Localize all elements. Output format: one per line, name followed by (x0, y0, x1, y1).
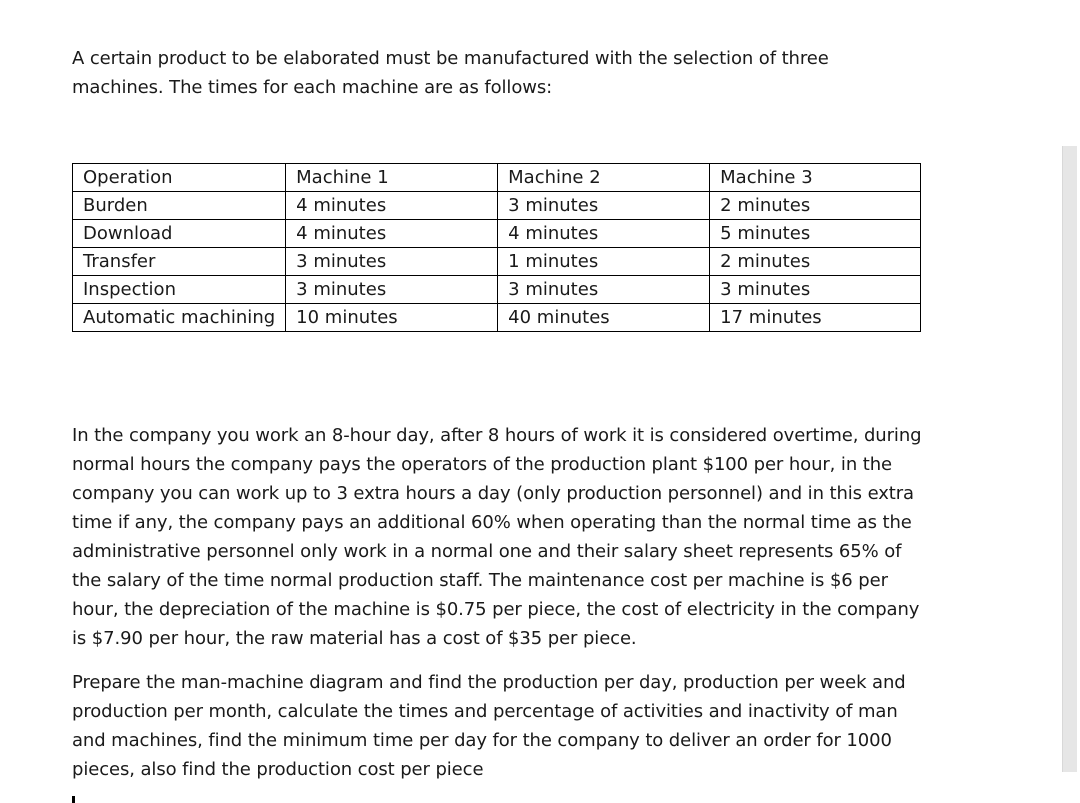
table-cell: 3 minutes (498, 276, 710, 304)
table-row (73, 192, 921, 220)
table-cell: 3 minutes (710, 276, 921, 304)
table-cell: 2 minutes (710, 248, 921, 276)
table-cell: 4 minutes (498, 220, 710, 248)
table-cell: Transfer (73, 248, 286, 276)
table-cell: 4 minutes (286, 192, 498, 220)
header-cell: Machine 2 (498, 164, 710, 192)
table-cell: 3 minutes (498, 192, 710, 220)
table-cell: Burden (73, 192, 286, 220)
vertical-scrollbar[interactable] (1062, 146, 1077, 772)
table-cell: 3 minutes (286, 248, 498, 276)
table-cell: 10 minutes (286, 304, 498, 332)
machine-times-table (72, 163, 921, 332)
header-cell: Machine 3 (710, 164, 921, 192)
table-row (73, 248, 921, 276)
table-header-row (73, 164, 921, 192)
table-row (73, 304, 921, 332)
table-cell: 17 minutes (710, 304, 921, 332)
text-cursor (72, 796, 75, 803)
table-cell: 2 minutes (710, 192, 921, 220)
cost-conditions-paragraph: In the company you work an 8-hour day, after 8 hours of work it is considered overtime, during normal hours the company pays the operators of the production plant $100 per hour, in the company you can work up to 3 extra hours a day (only production personnel) and in this extra time if any, the company pays an additional 60% when operating than the normal time as the administrative personnel only work in a normal one and their salary sheet represents 65% of the salary of the time normal production staff. The maintenance cost per machine is $6 per hour, the depreciation of the machine is $0.75 per piece, the cost of electricity in the company is $7.90 per hour, the raw material has a cost of $35 per piece. (72, 425, 922, 649)
table-cell: 40 minutes (498, 304, 710, 332)
header-cell: Machine 1 (286, 164, 498, 192)
table-row (73, 220, 921, 248)
table-row (73, 276, 921, 304)
table-cell: Download (73, 220, 286, 248)
table-cell: 5 minutes (710, 220, 921, 248)
table-cell: 1 minutes (498, 248, 710, 276)
table-cell: Automatic machining (73, 304, 286, 332)
table-cell: Inspection (73, 276, 286, 304)
document-page (72, 44, 972, 780)
task-paragraph: Prepare the man-machine diagram and find the production per day, production per week and production per month, calculate the times and percentage of activities and inactivity of man and machines, find the minimum time per day for the company to deliver an order for 1000 pieces, also find the production cost per piece (72, 672, 906, 780)
intro-paragraph: A certain product to be elaborated must be manufactured with the selection of three machines. The times for each machine are as follows: (72, 48, 829, 98)
table-cell: 3 minutes (286, 276, 498, 304)
table-cell: 4 minutes (286, 220, 498, 248)
header-cell: Operation (73, 164, 286, 192)
